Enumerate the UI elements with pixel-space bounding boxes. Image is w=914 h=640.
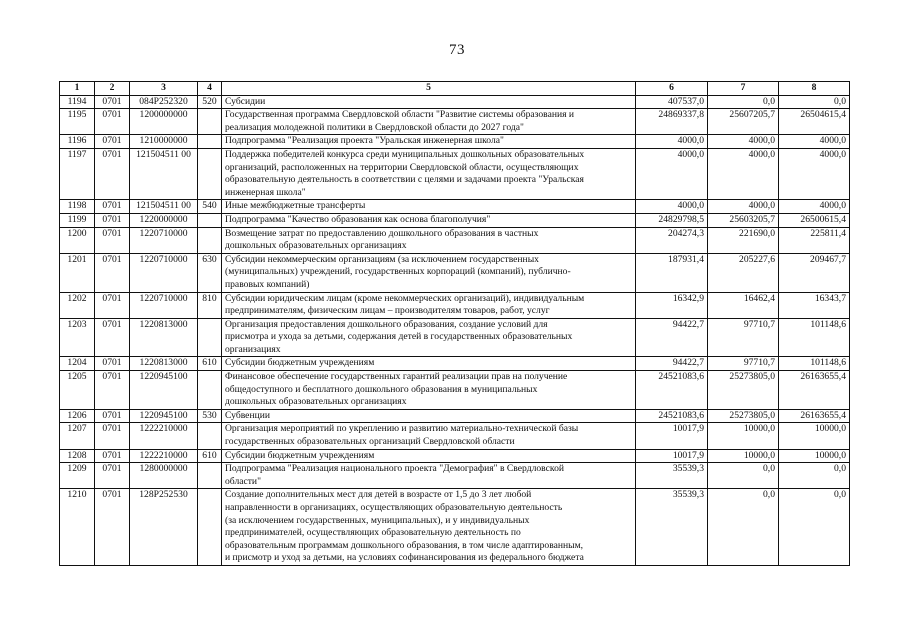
description-line: образовательным программам дошкольного образования, в том числе адаптированным, xyxy=(225,539,584,551)
description-cell xyxy=(222,200,636,214)
description-cell xyxy=(222,253,636,292)
expense-type-cell xyxy=(198,423,222,449)
column-header: 3 xyxy=(130,82,198,96)
description-line: Финансовое обеспечение государственных гарантий реализации прав на получение xyxy=(225,371,568,383)
amount-col6-cell: 4000,0 xyxy=(636,148,708,199)
table-row xyxy=(60,109,850,135)
expense-type-cell: 520 xyxy=(198,95,222,109)
description-line: области" xyxy=(225,475,261,487)
row-number-cell: 1210 xyxy=(60,489,95,566)
amount-col8-cell: 4000,0 xyxy=(779,135,850,149)
description-cell xyxy=(222,148,636,199)
amount-col8-cell: 101148,6 xyxy=(779,357,850,371)
description-line: образовательную деятельность в соответствии с целями и задачами проекта "Уральская xyxy=(225,174,584,186)
description-line: организаций, расположенных на территории Свердловской области, осуществляющих xyxy=(225,161,579,173)
section-code-cell: 0701 xyxy=(95,148,130,199)
amount-col8-cell: 0,0 xyxy=(779,463,850,489)
table-row xyxy=(60,318,850,357)
amount-col8-cell: 225811,4 xyxy=(779,227,850,253)
table-row xyxy=(60,227,850,253)
page-number: 73 xyxy=(449,42,465,58)
table-row xyxy=(60,292,850,318)
target-article-cell: 1220710000 xyxy=(130,292,198,318)
section-code-cell: 0701 xyxy=(95,213,130,227)
description-line: Субсидии бюджетным учреждениям xyxy=(225,357,375,369)
amount-col6-cell: 24829798,5 xyxy=(636,213,708,227)
target-article-cell: 1220710000 xyxy=(130,227,198,253)
section-code-cell: 0701 xyxy=(95,449,130,463)
amount-col7-cell: 0,0 xyxy=(708,95,779,109)
description-line: Подпрограмма "Реализация проекта "Уральская инженерная школа" xyxy=(225,135,504,147)
target-article-cell: 1220813000 xyxy=(130,357,198,371)
column-header: 6 xyxy=(636,82,708,96)
description-line: правовых компаний) xyxy=(225,278,310,290)
amount-col7-cell: 25607205,7 xyxy=(708,109,779,135)
target-article-cell: 084P252320 xyxy=(130,95,198,109)
expense-type-cell: 530 xyxy=(198,409,222,423)
column-header: 7 xyxy=(708,82,779,96)
description-line: направленности в организациях, осуществляющих образовательную деятельность xyxy=(225,502,563,513)
amount-col6-cell: 16342,9 xyxy=(636,292,708,318)
description-cell xyxy=(222,357,636,371)
description-line: Субсидии юридическим лицам (кроме некоммерческих организаций), индивидуальным xyxy=(225,292,585,304)
table-row xyxy=(60,95,850,109)
expense-type-cell xyxy=(198,227,222,253)
amount-col7-cell: 0,0 xyxy=(708,489,779,566)
target-article-cell: 1280000000 xyxy=(130,463,198,489)
description-line: (за исключением государственных, муниципальных), и у индивидуальных xyxy=(225,514,530,526)
section-code-cell: 0701 xyxy=(95,463,130,489)
section-code-cell: 0701 xyxy=(95,423,130,449)
description-line: Субсидии бюджетным учреждениям xyxy=(225,449,375,461)
description-line: дошкольных образовательных организациях xyxy=(225,240,407,252)
column-header: 5 xyxy=(222,82,636,96)
row-number-cell: 1208 xyxy=(60,449,95,463)
target-article-cell: 1220945100 xyxy=(130,409,198,423)
amount-col7-cell: 0,0 xyxy=(708,463,779,489)
amount-col8-cell: 26504615,4 xyxy=(779,109,850,135)
expense-type-cell xyxy=(198,489,222,566)
row-number-cell: 1206 xyxy=(60,409,95,423)
amount-col8-cell: 26500615,4 xyxy=(779,213,850,227)
description-cell xyxy=(222,213,636,227)
description-line: Субсидии xyxy=(225,95,266,107)
description-line: государственных образовательных организаций Свердловской области xyxy=(225,436,515,448)
amount-col8-cell: 0,0 xyxy=(779,489,850,566)
target-article-cell: 1222210000 xyxy=(130,449,198,463)
table-row xyxy=(60,253,850,292)
expense-type-cell xyxy=(198,135,222,149)
section-code-cell: 0701 xyxy=(95,227,130,253)
expense-type-cell xyxy=(198,371,222,410)
expense-type-cell xyxy=(198,109,222,135)
header-row xyxy=(60,82,850,96)
amount-col6-cell: 94422,7 xyxy=(636,318,708,357)
target-article-cell: 1220000000 xyxy=(130,213,198,227)
target-article-cell: 1200000000 xyxy=(130,109,198,135)
amount-col6-cell: 4000,0 xyxy=(636,135,708,149)
section-code-cell: 0701 xyxy=(95,109,130,135)
target-article-cell: 1220710000 xyxy=(130,253,198,292)
description-line: Поддержка победителей конкурса среди муниципальных дошкольных образовательных xyxy=(225,148,585,160)
table-row xyxy=(60,357,850,371)
amount-col7-cell: 10000,0 xyxy=(708,423,779,449)
row-number-cell: 1198 xyxy=(60,200,95,214)
row-number-cell: 1201 xyxy=(60,253,95,292)
section-code-cell: 0701 xyxy=(95,489,130,566)
row-number-cell: 1209 xyxy=(60,463,95,489)
amount-col6-cell: 24521083,6 xyxy=(636,409,708,423)
description-line: присмотра и ухода за детьми, содержания детей в государственных образовательных xyxy=(225,331,573,343)
expense-type-cell xyxy=(198,148,222,199)
amount-col6-cell: 35539,3 xyxy=(636,463,708,489)
description-cell xyxy=(222,292,636,318)
amount-col7-cell: 97710,7 xyxy=(708,318,779,357)
description-line: реализация молодежной политики в Свердловской области до 2027 года" xyxy=(225,121,524,133)
amount-col6-cell: 10017,9 xyxy=(636,423,708,449)
description-cell xyxy=(222,449,636,463)
description-cell xyxy=(222,463,636,489)
expense-type-cell: 540 xyxy=(198,200,222,214)
target-article-cell: 121504511 00 xyxy=(130,200,198,214)
expense-type-cell: 810 xyxy=(198,292,222,318)
amount-col7-cell: 25273805,0 xyxy=(708,371,779,410)
row-number-cell: 1196 xyxy=(60,135,95,149)
amount-col6-cell: 10017,9 xyxy=(636,449,708,463)
amount-col7-cell: 4000,0 xyxy=(708,200,779,214)
description-line: инженерная школа" xyxy=(225,186,306,198)
budget-table xyxy=(59,81,850,566)
section-code-cell: 0701 xyxy=(95,200,130,214)
expense-type-cell: 610 xyxy=(198,357,222,371)
section-code-cell: 0701 xyxy=(95,357,130,371)
description-line: Организация предоставления дошкольного образования, создание условий для xyxy=(225,318,548,330)
amount-col6-cell: 407537,0 xyxy=(636,95,708,109)
column-header: 1 xyxy=(60,82,95,96)
description-line: Организация мероприятий по укреплению и развитию материально-технической базы xyxy=(225,423,579,435)
column-header: 4 xyxy=(198,82,222,96)
amount-col7-cell: 97710,7 xyxy=(708,357,779,371)
table-row xyxy=(60,213,850,227)
expense-type-cell xyxy=(198,463,222,489)
amount-col6-cell: 94422,7 xyxy=(636,357,708,371)
table-row xyxy=(60,135,850,149)
amount-col7-cell: 25603205,7 xyxy=(708,213,779,227)
description-line: общедоступного и бесплатного дошкольного образования в муниципальных xyxy=(225,383,538,395)
description-line: Подпрограмма "Качество образования как основа благополучия" xyxy=(225,213,491,225)
target-article-cell: 121504511 00 xyxy=(130,148,198,199)
description-line: Создание дополнительных мест для детей в возрасте от 1,5 до 3 лет любой xyxy=(225,489,532,501)
table-row xyxy=(60,200,850,214)
row-number-cell: 1203 xyxy=(60,318,95,357)
description-cell xyxy=(222,318,636,357)
description-cell xyxy=(222,109,636,135)
description-line: дошкольных образовательных организациях xyxy=(225,396,407,408)
amount-col7-cell: 4000,0 xyxy=(708,135,779,149)
description-cell xyxy=(222,371,636,410)
amount-col7-cell: 10000,0 xyxy=(708,449,779,463)
target-article-cell: 1220945100 xyxy=(130,371,198,410)
description-cell xyxy=(222,423,636,449)
table-row xyxy=(60,449,850,463)
amount-col7-cell: 25273805,0 xyxy=(708,409,779,423)
row-number-cell: 1195 xyxy=(60,109,95,135)
section-code-cell: 0701 xyxy=(95,371,130,410)
amount-col7-cell: 205227,6 xyxy=(708,253,779,292)
amount-col6-cell: 35539,3 xyxy=(636,489,708,566)
section-code-cell: 0701 xyxy=(95,135,130,149)
table-row xyxy=(60,409,850,423)
table-row xyxy=(60,423,850,449)
target-article-cell: 1210000000 xyxy=(130,135,198,149)
amount-col7-cell: 221690,0 xyxy=(708,227,779,253)
description-line: Субвенции xyxy=(225,409,270,421)
row-number-cell: 1200 xyxy=(60,227,95,253)
description-line: и присмотр и уход за детьми, на условиях софинансирования из федерального бюджета xyxy=(225,552,584,564)
description-cell xyxy=(222,95,636,109)
table-row xyxy=(60,489,850,566)
column-header: 8 xyxy=(779,82,850,96)
description-line: предпринимателям, физическим лицам – производителям товаров, работ, услуг xyxy=(225,305,550,317)
row-number-cell: 1202 xyxy=(60,292,95,318)
description-line: Иные межбюджетные трансферты xyxy=(225,200,366,212)
expense-type-cell: 630 xyxy=(198,253,222,292)
description-line: организациях xyxy=(225,343,281,355)
description-line: (муниципальных) учреждений, государственных корпораций (компаний), публично- xyxy=(225,266,571,278)
section-code-cell: 0701 xyxy=(95,253,130,292)
amount-col7-cell: 4000,0 xyxy=(708,148,779,199)
description-cell xyxy=(222,227,636,253)
description-line: предпринимателей, осуществляющих образовательную деятельность по xyxy=(225,527,521,539)
row-number-cell: 1204 xyxy=(60,357,95,371)
section-code-cell: 0701 xyxy=(95,409,130,423)
expense-type-cell xyxy=(198,318,222,357)
description-line: Подпрограмма "Реализация национального проекта "Демография" в Свердловской xyxy=(225,463,564,475)
description-line: Субсидии некоммерческим организациям (за исключением государственных xyxy=(225,253,539,265)
amount-col8-cell: 209467,7 xyxy=(779,253,850,292)
section-code-cell: 0701 xyxy=(95,292,130,318)
target-article-cell: 1222210000 xyxy=(130,423,198,449)
amount-col8-cell: 26163655,4 xyxy=(779,371,850,410)
row-number-cell: 1199 xyxy=(60,213,95,227)
section-code-cell: 0701 xyxy=(95,95,130,109)
amount-col8-cell: 10000,0 xyxy=(779,449,850,463)
amount-col7-cell: 16462,4 xyxy=(708,292,779,318)
description-line: Возмещение затрат по предоставлению дошкольного образования в частных xyxy=(225,227,539,239)
expense-type-cell xyxy=(198,213,222,227)
amount-col8-cell: 0,0 xyxy=(779,95,850,109)
amount-col8-cell: 10000,0 xyxy=(779,423,850,449)
amount-col6-cell: 24869337,8 xyxy=(636,109,708,135)
amount-col6-cell: 204274,3 xyxy=(636,227,708,253)
column-header: 2 xyxy=(95,82,130,96)
description-line: Государственная программа Свердловской области "Развитие системы образования и xyxy=(225,109,575,121)
target-article-cell: 128P252530 xyxy=(130,489,198,566)
table-row xyxy=(60,148,850,199)
amount-col8-cell: 4000,0 xyxy=(779,148,850,199)
target-article-cell: 1220813000 xyxy=(130,318,198,357)
table-row xyxy=(60,463,850,489)
amount-col8-cell: 16343,7 xyxy=(779,292,850,318)
amount-col6-cell: 24521083,6 xyxy=(636,371,708,410)
amount-col6-cell: 187931,4 xyxy=(636,253,708,292)
amount-col8-cell: 4000,0 xyxy=(779,200,850,214)
description-cell xyxy=(222,489,636,566)
description-cell xyxy=(222,135,636,149)
amount-col8-cell: 26163655,4 xyxy=(779,409,850,423)
expense-type-cell: 610 xyxy=(198,449,222,463)
amount-col6-cell: 4000,0 xyxy=(636,200,708,214)
section-code-cell: 0701 xyxy=(95,318,130,357)
table-row xyxy=(60,371,850,410)
row-number-cell: 1194 xyxy=(60,95,95,109)
row-number-cell: 1205 xyxy=(60,371,95,410)
description-cell xyxy=(222,409,636,423)
row-number-cell: 1207 xyxy=(60,423,95,449)
amount-col8-cell: 101148,6 xyxy=(779,318,850,357)
row-number-cell: 1197 xyxy=(60,148,95,199)
